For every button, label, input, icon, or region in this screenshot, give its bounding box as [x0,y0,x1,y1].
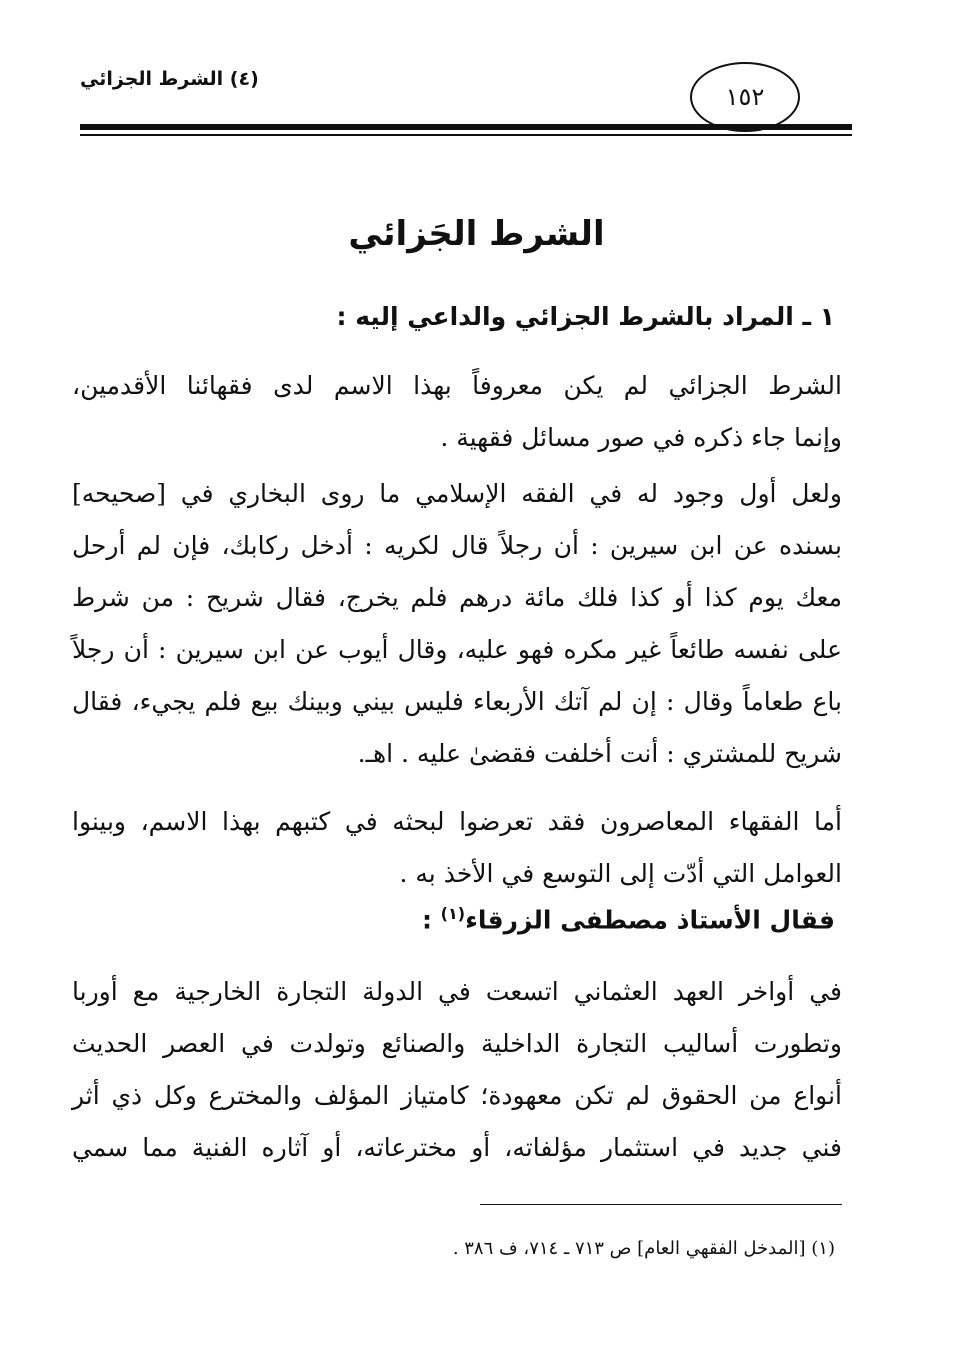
paragraph-3 [72,796,842,900]
page-number-oval [690,62,800,132]
footnote: (١) [المدخل الفقهي العام] ص ٧١٣ ـ ٧١٤، ف ٣٨٦ . [452,1238,835,1259]
running-head: (٤) الشرط الجزائي [80,68,259,90]
paragraph-1 [72,360,842,464]
chapter-title: الشرط الجَزائي [348,214,605,254]
page-number: ١٥٢ [725,83,765,111]
text-line: شريح للمشتري : أنت أخلفت فقضىٰ عليه . اهـ. [357,739,842,768]
header-rule-thick [80,124,852,130]
footnote-marker: (١) [440,904,466,923]
paragraph-4 [72,966,842,1174]
text-line: في أواخر العهد العثماني اتسعت في الدولة التجارة الخارجية مع أوربا [72,977,842,1006]
text-line: ولعل أول وجود له في الفقه الإسلامي ما روى البخاري في [صحيحه] [72,479,842,508]
text-line: الشرط الجزائي لم يكن معروفاً بهذا الاسم لدى فقهائنا الأقدمين، [72,371,842,400]
text-line: باع طعاماً وقال : إن لم آتك الأربعاء فليس بيني وبينك بيع فلم يجيء، فقال [72,687,842,716]
text-line: بسنده عن ابن سيرين : أن رجلاً قال لكريه : أدخل ركابك، فإن لم أرحل [72,531,842,560]
section-heading: ١ ـ المراد بالشرط الجزائي والداعي إليه : [336,302,835,331]
paragraph-2 [72,468,842,780]
text-line: فني جديد في استثمار مؤلفاته، أو مخترعاته، أو آثاره الفنية مما سمي [72,1133,842,1162]
footnote-rule [480,1204,842,1205]
text-line: أنواع من الحقوق لم تكن معهودة؛ كامتياز المؤلف والمخترع وكل ذي أثر [72,1081,842,1110]
text-line: وتطورت أساليب التجارة الداخلية والصنائع وتولدت في العصر الحديث [72,1029,842,1058]
text-line: معك يوم كذا أو كذا فلك مائة درهم فلم يخرج، فقال شريح : من شرط [72,583,842,612]
text-line: العوامل التي أدّت إلى التوسع في الأخذ به . [399,859,842,888]
quote-heading-colon: : [421,905,441,935]
text-line: على نفسه طائعاً غير مكره فهو عليه، وقال أيوب عن ابن سيرين : أن رجلاً [72,635,842,664]
header-rule-thin [80,134,852,136]
text-line: أما الفقهاء المعاصرون فقد تعرضوا لبحثه في كتبهم بهذا الاسم، وبينوا [72,807,842,836]
quote-heading-text: فقال الأستاذ مصطفى الزرقاء [465,905,835,935]
text-line: وإنما جاء ذكره في صور مسائل فقهية . [440,423,842,452]
quote-heading [422,904,835,934]
